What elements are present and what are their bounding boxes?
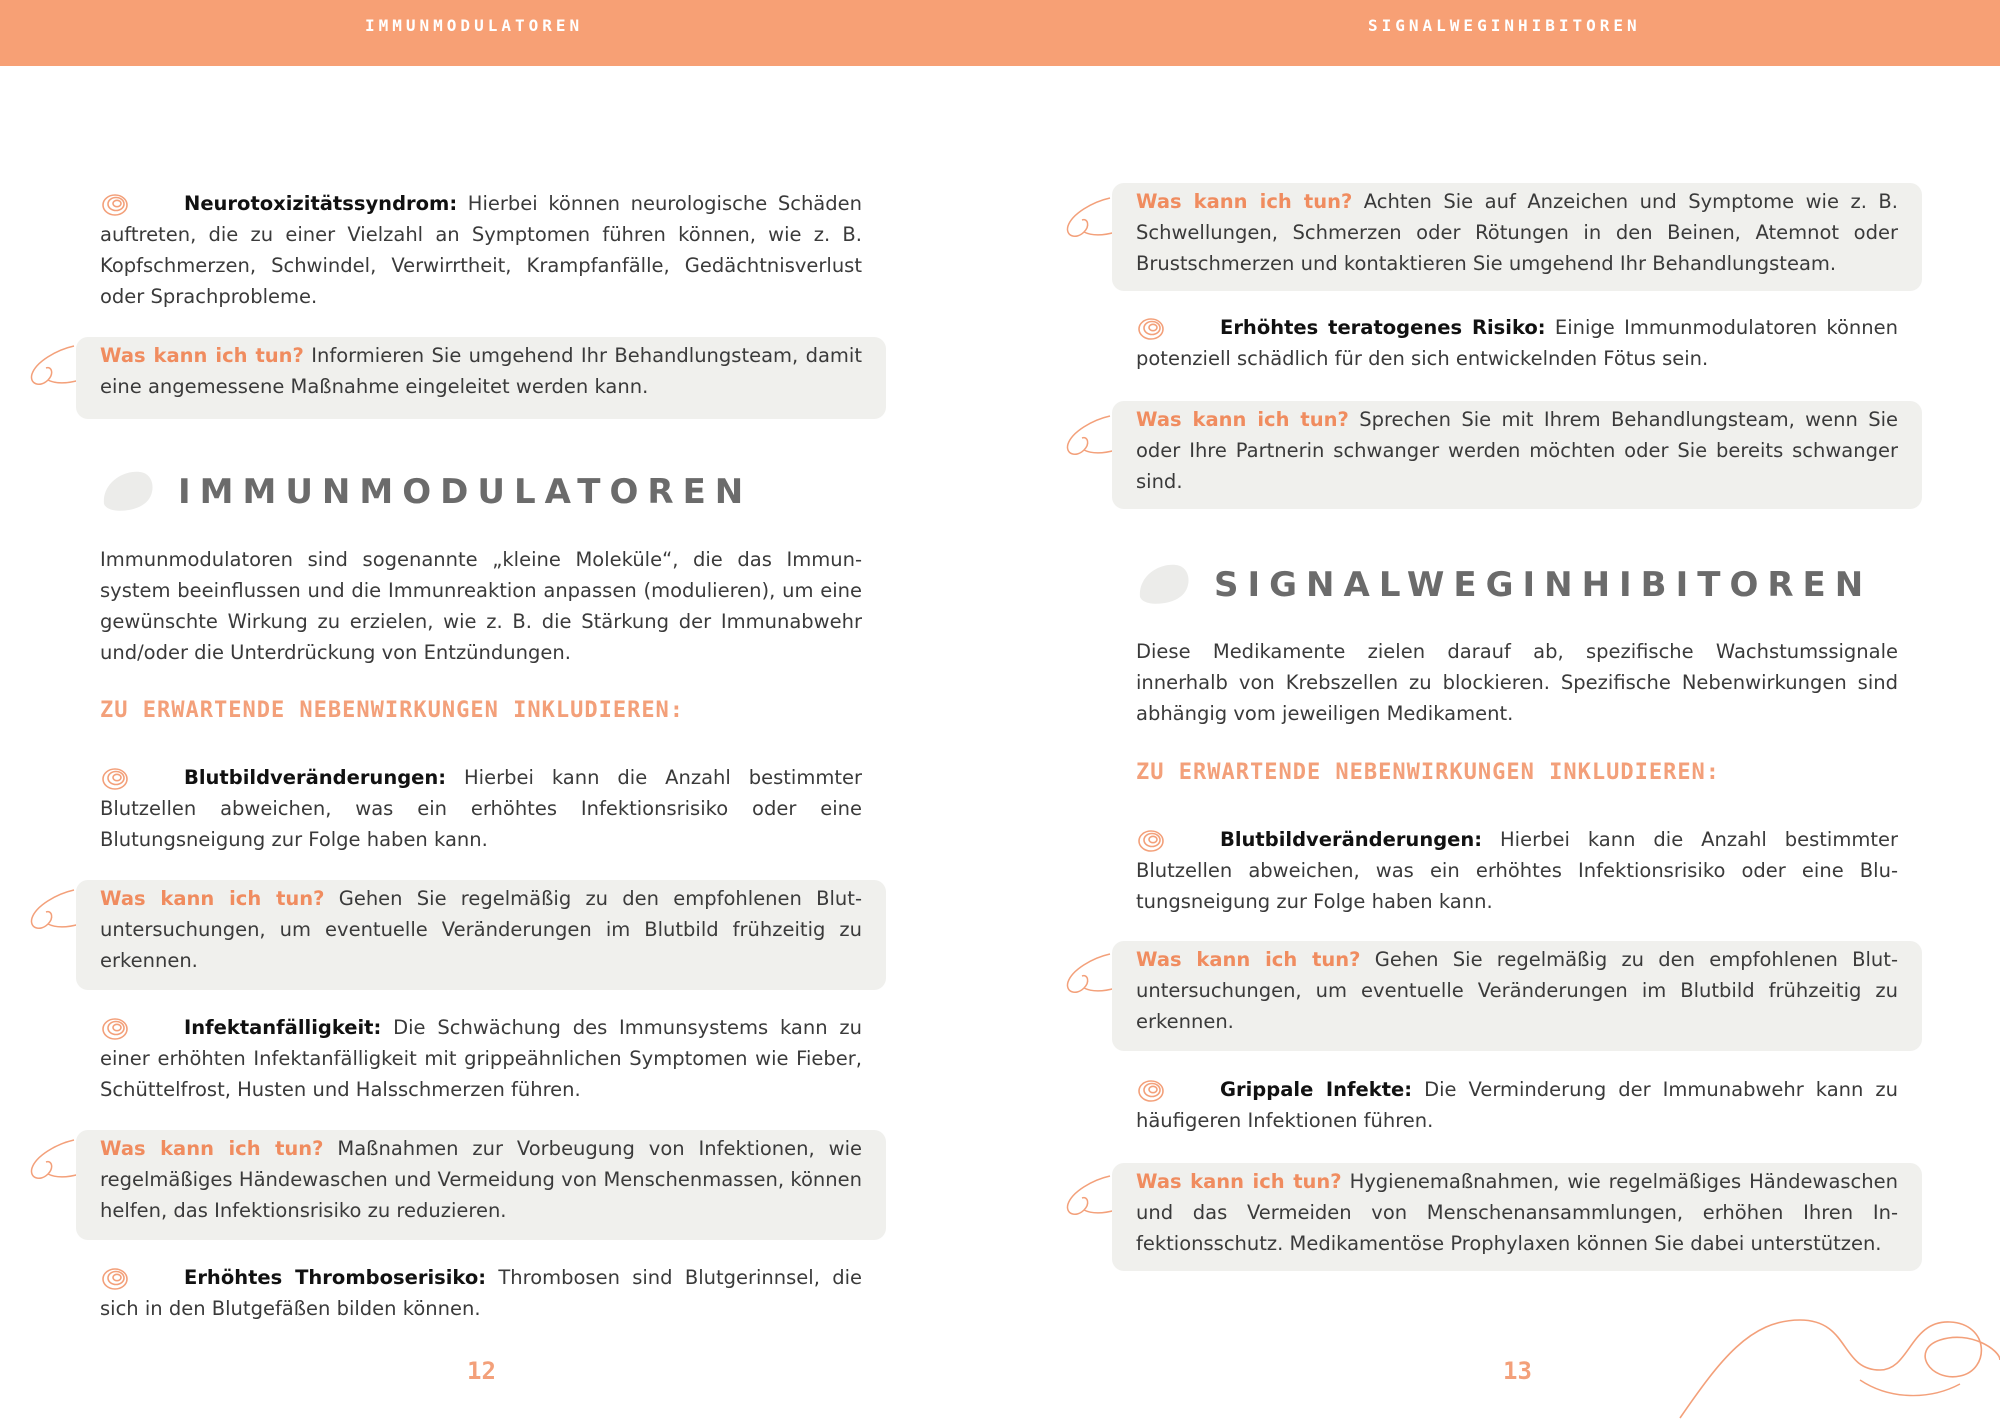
tip-text: Gehen Sie regelmäßig zu den empfohlenen Blutuntersuchungen, um eventuelle Veränderungen im Blutbild frühzeitig zu erkennen. <box>1136 948 1898 1033</box>
page-number-left: 12 <box>467 1357 496 1385</box>
paragraph-thrombose <box>100 1262 862 1324</box>
tip-box-neurotox <box>76 337 886 419</box>
paragraph-grippe <box>1136 1074 1898 1136</box>
text-thrombose: Thrombosen sind Blutgerinnsel, die sich in den Blutgefäßen bilden können. <box>100 1266 862 1320</box>
tip-text: Maßnahmen zur Vorbeugung von Infektionen, wie regelmäßiges Händewaschen und Vermeidung von Menschenmassen, können helfen, das Infektionsrisiko zu reduzieren. <box>100 1137 862 1222</box>
intro-immunmodulatoren: Immunmodulatoren sind sogenannte „kleine Moleküle“, die das Immun-system beeinflussen und die Immunreaktion anpassen (modulieren), um eine gewünschte Wirkung zu erzielen, wie z. B. die Stärkung der Immunabwehr und/oder die Unterdrückung von Entzündungen. <box>100 548 862 664</box>
term-teratogen: Erhöhtes teratogenes Risiko: <box>1220 316 1546 339</box>
tip-text: Informieren Sie umgehend Ihr Behandlungsteam, damit eine angemessene Maßnahme eingeleitet werden kann. <box>100 344 862 398</box>
header-label-right: SIGNALWEGINHIBITOREN <box>1368 16 1641 35</box>
term-neurotox: Neurotoxizitätssyndrom: <box>184 192 458 215</box>
intro-signalweginhibitoren: Diese Medikamente zielen darauf ab, spezifische Wachstumssignale innerhalb von Krebszellen zu blockieren. Spezifische Nebenwirkungen sind abhängig vom jeweiligen Medikament. <box>1136 640 1898 725</box>
tip-question: Was kann ich tun? <box>100 344 304 367</box>
paragraph-teratogen <box>1136 312 1898 374</box>
text-blutbild: Hierbei kann die Anzahl bestimmter Blutzellen abweichen, was ein erhöhtes Infektionsrisiko oder eine Blutungsneigung zur Folge haben kann. <box>1136 828 1898 913</box>
header-bar <box>0 0 2000 66</box>
term-thrombose: Erhöhtes Thromboserisiko: <box>184 1266 487 1289</box>
term-infekt: Infektanfälligkeit: <box>184 1016 382 1039</box>
tip-question: Was kann ich tun? <box>1136 408 1349 431</box>
tip-question: Was kann ich tun? <box>1136 1170 1342 1193</box>
tip-box-teratogen <box>1112 401 1922 509</box>
tip-text: Hygienemaßnahmen, wie regelmäßiges Händewaschen und das Vermeiden von Menschenansammlungen, erhöhen Ihren Infektionsschutz. Medikamentöse Prophylaxen können Sie dabei unterstützen. <box>1136 1170 1898 1255</box>
paragraph-blutbild-right <box>1136 824 1898 917</box>
blob-icon <box>100 466 156 512</box>
tip-box-infekt <box>76 1130 886 1240</box>
blob-icon <box>1136 559 1192 605</box>
section-title-signalweginhibitoren: SIGNALWEGINHIBITOREN <box>1214 565 1873 605</box>
paragraph-infekt <box>100 1012 862 1105</box>
section-title-immunmodulatoren: IMMUNMODULATOREN <box>178 472 753 512</box>
tip-question: Was kann ich tun? <box>1136 948 1361 971</box>
subheading-side-effects: ZU ERWARTENDE NEBENWIRKUNGEN INKLUDIEREN: <box>1136 760 1721 785</box>
tip-box-thrombose <box>1112 183 1922 291</box>
subheading-side-effects: ZU ERWARTENDE NEBENWIRKUNGEN INKLUDIEREN: <box>100 698 685 723</box>
paragraph-neurotox <box>100 188 862 312</box>
page-number-right: 13 <box>1503 1357 1532 1385</box>
tip-question: Was kann ich tun? <box>100 1137 324 1160</box>
tip-text: Gehen Sie regelmäßig zu den empfohlenen Blutuntersuchungen, um eventuelle Veränderungen im Blutbild frühzeitig zu erkennen. <box>100 887 862 972</box>
text-blutbild: Hierbei kann die Anzahl bestimmter Blutzellen abweichen, was ein erhöhtes Infektionsrisiko oder eine Blutungsneigung zur Folge haben kann. <box>100 766 862 851</box>
term-blutbild: Blutbildveränderungen: <box>184 766 447 789</box>
term-blutbild: Blutbildveränderungen: <box>1220 828 1483 851</box>
text-grippe: Die Verminderung der Immunabwehr kann zu häufigeren Infektionen führen. <box>1136 1078 1899 1132</box>
tip-box-blutbild-right <box>1112 941 1922 1051</box>
tip-question: Was kann ich tun? <box>1136 190 1353 213</box>
decorative-swirl <box>1660 1300 2000 1420</box>
paragraph-blutbild <box>100 762 862 855</box>
term-grippe: Grippale Infekte: <box>1220 1078 1413 1101</box>
tip-text: Sprechen Sie mit Ihrem Behandlungsteam, wenn Sie oder Ihre Partnerin schwanger werden möchten oder Sie bereits schwanger sind. <box>1136 408 1898 493</box>
tip-box-blutbild <box>76 880 886 990</box>
text-teratogen: Einige Immunmodulatoren können potenziell schädlich für den sich entwickelnden Fötus sein. <box>1136 316 1898 370</box>
tip-question: Was kann ich tun? <box>100 887 325 910</box>
header-label-left: IMMUNMODULATOREN <box>365 16 584 35</box>
text-infekt: Die Schwächung des Immunsystems kann zu einer erhöhten Infektanfälligkeit mit grippeähnlichen Symptomen wie Fieber, Schüttelfrost, Husten und Halsschmerzen führen. <box>100 1016 862 1101</box>
tip-text: Achten Sie auf Anzeichen und Symptome wie z. B. Schwellungen, Schmerzen oder Rötungen in den Beinen, Atemnot oder Brustschmerzen und kontaktieren Sie umgehend Ihr Behandlungsteam. <box>1136 190 1898 275</box>
text-neurotox: Hierbei können neurologische Schäden auftreten, die zu einer Vielzahl an Symptomen führen können, wie z. B. Kopfschmerzen, Schwindel, Verwirrtheit, Krampfanfälle, Gedächtnisverlust oder Sprachprobleme. <box>100 192 862 308</box>
tip-box-grippe <box>1112 1163 1922 1271</box>
